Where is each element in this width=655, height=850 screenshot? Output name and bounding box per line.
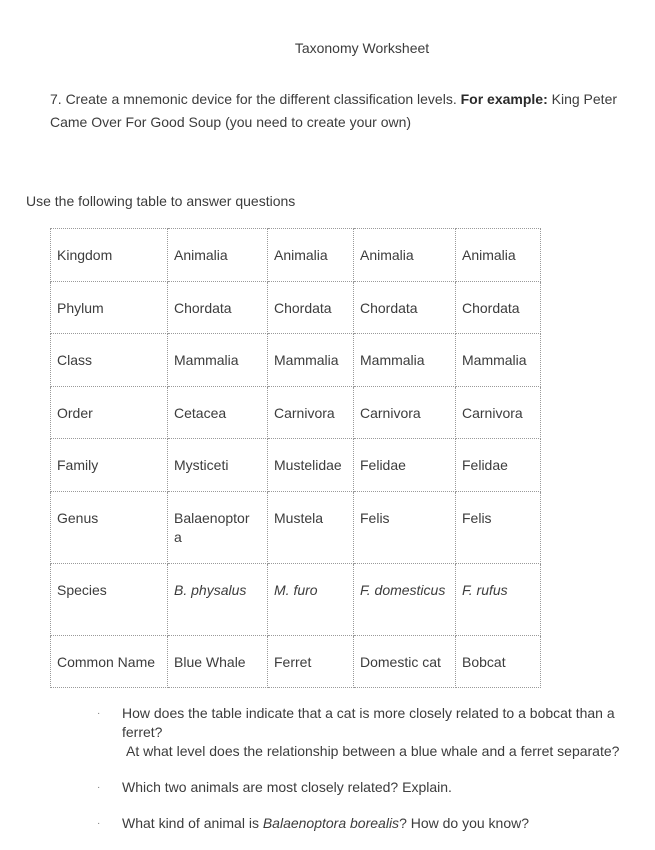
question-list	[96, 704, 652, 850]
table-row-family	[51, 439, 541, 492]
bullet-icon: ·	[97, 782, 101, 793]
question-1-followup: At what level does the relationship between a blue whale and a ferret separate?	[126, 743, 620, 759]
table-cell: Animalia	[168, 229, 268, 282]
list-item	[96, 778, 652, 797]
table-row-order	[51, 387, 541, 439]
question-7	[50, 88, 650, 134]
table-cell: Chordata	[456, 282, 541, 334]
table-cell: Mustelidae	[268, 439, 354, 492]
question-7-example: King Peter Came Over For Good Soup (you need to create your own)	[50, 91, 618, 130]
question-7-bold-label: For example:	[460, 91, 548, 107]
table-row-genus	[51, 492, 541, 564]
table-cell: Mysticeti	[168, 439, 268, 492]
table-cell: Carnivora	[354, 387, 456, 439]
row-label: Common Name	[51, 636, 168, 688]
question-7-text: 7. Create a mnemonic device for the different classification levels.	[50, 91, 461, 107]
question-1: How does the table indicate that a cat is more closely related to a bobcat than a ferret?	[122, 705, 615, 740]
table-cell: M. furo	[268, 564, 354, 636]
table-row-kingdom	[51, 229, 541, 282]
row-label: Class	[51, 334, 168, 387]
table-cell: Balaenoptor a	[168, 492, 268, 564]
row-label: Kingdom	[51, 229, 168, 282]
question-2: Which two animals are most closely related? Explain.	[122, 779, 452, 795]
row-label: Family	[51, 439, 168, 492]
table-row-phylum	[51, 282, 541, 334]
row-label: Order	[51, 387, 168, 439]
question-3-tail: ? How do you know?	[399, 815, 530, 831]
list-item	[96, 814, 652, 833]
table-cell: F. rufus	[456, 564, 541, 636]
table-cell: Domestic cat	[354, 636, 456, 688]
table-cell: Ferret	[268, 636, 354, 688]
table-cell: Mammalia	[168, 334, 268, 387]
table-cell: Carnivora	[456, 387, 541, 439]
table-cell: Cetacea	[168, 387, 268, 439]
row-label: Genus	[51, 492, 168, 564]
row-label: Phylum	[51, 282, 168, 334]
table-cell: Bobcat	[456, 636, 541, 688]
table-cell: Animalia	[456, 229, 541, 282]
question-3-species-name: Balaenoptora borealis	[262, 815, 400, 831]
row-label: Species	[51, 564, 168, 636]
table-cell: B. physalus	[168, 564, 268, 636]
list-item	[96, 704, 652, 761]
table-row-common-name	[51, 636, 541, 688]
table-cell: Carnivora	[268, 387, 354, 439]
question-3-text: What kind of animal is	[122, 815, 263, 831]
table-cell: Animalia	[268, 229, 354, 282]
table-cell: Mammalia	[456, 334, 541, 387]
bullet-icon: ·	[97, 708, 101, 719]
worksheet-title: Taxonomy Worksheet	[294, 40, 430, 56]
table-cell: Felis	[354, 492, 456, 564]
table-cell: Mammalia	[268, 334, 354, 387]
table-cell: Chordata	[354, 282, 456, 334]
table-cell: Chordata	[268, 282, 354, 334]
table-instruction: Use the following table to answer questions	[26, 193, 296, 209]
table-cell: Felis	[456, 492, 541, 564]
table-cell: Animalia	[354, 229, 456, 282]
bullet-icon: ·	[97, 818, 101, 829]
table-cell: Mammalia	[354, 334, 456, 387]
table-cell: Blue Whale	[168, 636, 268, 688]
table-cell: Felidae	[354, 439, 456, 492]
taxonomy-table	[50, 228, 541, 688]
table-cell: Felidae	[456, 439, 541, 492]
table-row-class	[51, 334, 541, 387]
table-cell: F. domesticus	[354, 564, 456, 636]
table-cell: Mustela	[268, 492, 354, 564]
table-row-species	[51, 564, 541, 636]
table-cell: Chordata	[168, 282, 268, 334]
